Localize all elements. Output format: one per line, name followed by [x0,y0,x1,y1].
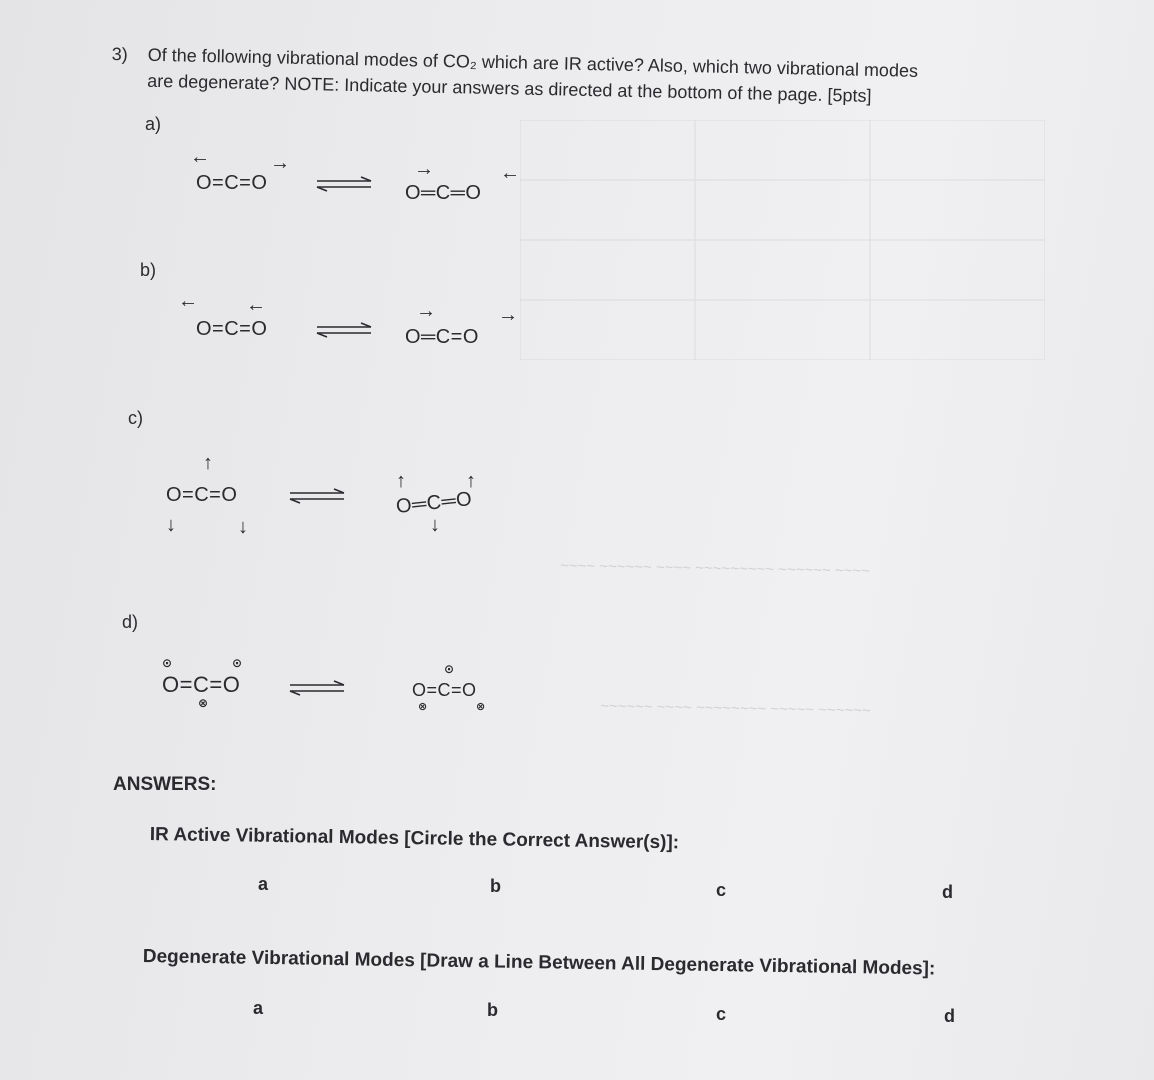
mode-b-right-molecule: O═C=O [405,326,479,348]
question-line-2: are degenerate? NOTE: Indicate your answers as directed at the bottom of the page. [5pts] [147,70,872,106]
left-arrow-icon: ← [500,162,520,184]
up-arrow-icon: ↑ [203,452,213,474]
right-arrow-icon: → [270,152,290,174]
mode-a-right-molecule: O═C═O [405,182,482,204]
ir-option-c[interactable]: c [716,880,727,900]
mode-d-label: d) [122,612,139,632]
down-arrow-icon: ↓ [166,514,176,536]
answers-heading: ANSWERS: [113,774,217,795]
right-arrow-icon: → [416,300,436,322]
equilibrium-arrow-icon [315,176,375,192]
down-arrow-icon: ↓ [430,514,440,536]
mode-c-right-molecule: O═C═O [395,488,474,518]
mode-b-label: b) [140,260,157,280]
degenerate-option-d[interactable]: d [944,1006,955,1026]
bleed-through-table [520,120,1045,360]
degenerate-option-a[interactable]: a [253,998,264,1018]
up-arrow-icon: ↑ [396,470,406,492]
degenerate-option-c[interactable]: c [716,1004,727,1024]
question-line-1: Of the following vibrational modes of CO₂ which are IR active? Also, which two vibrational modes [147,44,919,81]
bleed-through-text: ~~~~~~ ~~~~ ~~~~~~~~ ~~~~~ ~~~~~~ [599,697,871,720]
ir-active-title: IR Active Vibrational Modes [Circle the Correct Answer(s)]: [149,824,680,854]
mode-b-left-molecule: O=C=O [196,318,268,340]
ir-option-d[interactable]: d [942,882,953,902]
left-arrow-icon: ← [246,294,266,316]
cross-symbol-icon: ⊗ [418,701,428,713]
equilibrium-arrow-icon [315,322,375,338]
cross-symbol-icon: ⊗ [198,696,209,710]
dot-symbol-icon: ⊙ [232,656,243,670]
left-arrow-icon: ← [190,146,210,168]
equilibrium-arrow-icon [288,680,348,696]
degenerate-option-b[interactable]: b [487,1000,498,1020]
cross-symbol-icon: ⊗ [476,701,486,713]
degenerate-title: Degenerate Vibrational Modes [Draw a Line Between All Degenerate Vibrational Modes]: [142,946,936,980]
mode-c-label: c) [128,408,143,428]
question-number: 3) [111,44,129,65]
down-arrow-icon: ↓ [238,516,248,538]
dot-symbol-icon: ⊙ [162,656,173,670]
left-arrow-icon: ← [178,290,198,312]
dot-symbol-icon: ⊙ [444,662,455,676]
question-text [111,44,919,106]
mode-d-right-molecule: O=C=O [412,680,477,700]
ir-option-a[interactable]: a [258,874,269,894]
up-arrow-icon: ↑ [466,470,476,492]
mode-c-left-molecule: O=C=O [166,484,238,506]
mode-a-label: a) [145,114,162,134]
ir-option-b[interactable]: b [490,876,501,896]
bleed-through-text: ~~~~ ~~~~~~ ~~~~ ~~~~~~~~~ ~~~~~~ ~~~~ [559,557,871,580]
mode-a-left-molecule: O=C=O [196,172,268,194]
right-arrow-icon: → [414,158,434,180]
equilibrium-arrow-icon [288,488,348,504]
mode-d-left-molecule: O=C=O [162,672,241,697]
right-arrow-icon: → [498,304,518,326]
